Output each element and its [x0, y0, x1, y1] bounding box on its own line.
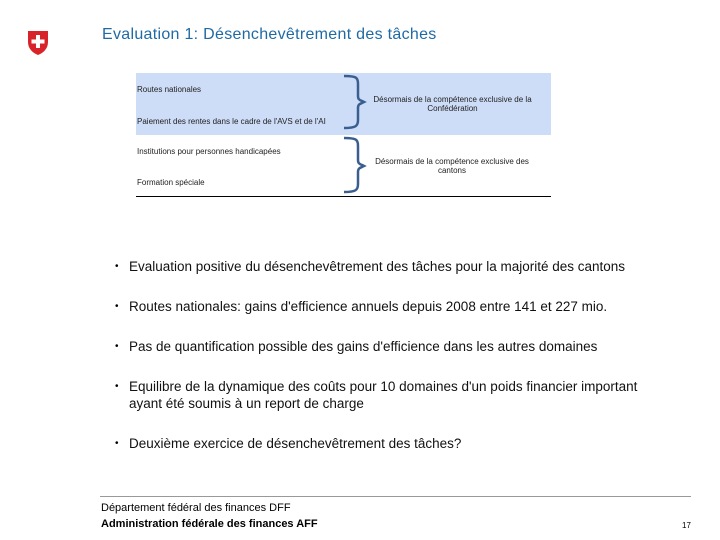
bullet-marker: • — [115, 301, 119, 312]
bullet-text: Deuxième exercice de désenchevêtrement des tâches? — [129, 436, 462, 451]
item-avs-ai: Paiement des rentes dans le cadre de l'AVS et de l'AI — [137, 117, 326, 126]
bullet-text: Equilibre de la dynamique des coûts pour 10 domaines d'un poids financier important ayant été soumis à un report de charge — [129, 379, 638, 411]
swiss-coat-of-arms-icon — [27, 30, 49, 61]
page-number: 17 — [682, 521, 691, 530]
footer-administration: Administration fédérale des finances AFF — [101, 518, 318, 530]
footer-divider — [100, 496, 691, 497]
item-routes: Routes nationales — [137, 85, 202, 94]
brace-icon — [340, 72, 370, 198]
footer-department: Département fédéral des finances DFF — [101, 502, 291, 514]
result-cantons: Désormais de la compétence exclusive des cantons — [375, 157, 529, 175]
bullet-marker: • — [115, 341, 119, 352]
item-institutions: Institutions pour personnes handicapées — [137, 147, 281, 156]
bullet-text: Routes nationales: gains d'efficience annuels depuis 2008 entre 141 et 227 mio. — [129, 299, 608, 314]
bullet-marker: • — [115, 381, 119, 392]
item-formation: Formation spéciale — [137, 178, 205, 187]
divider — [136, 196, 551, 197]
bullet-marker: • — [115, 261, 119, 272]
page-title: Evaluation 1: Désenchevêtrement des tâches — [102, 26, 437, 43]
result-confederation: Désormais de la compétence exclusive de la Confédération — [373, 95, 532, 113]
bullet-text: Pas de quantification possible des gains d'efficience dans les autres domaines — [129, 339, 598, 354]
bullet-text: Evaluation positive du désenchevêtrement des tâches pour la majorité des cantons — [129, 259, 626, 274]
bullet-marker: • — [115, 438, 119, 449]
